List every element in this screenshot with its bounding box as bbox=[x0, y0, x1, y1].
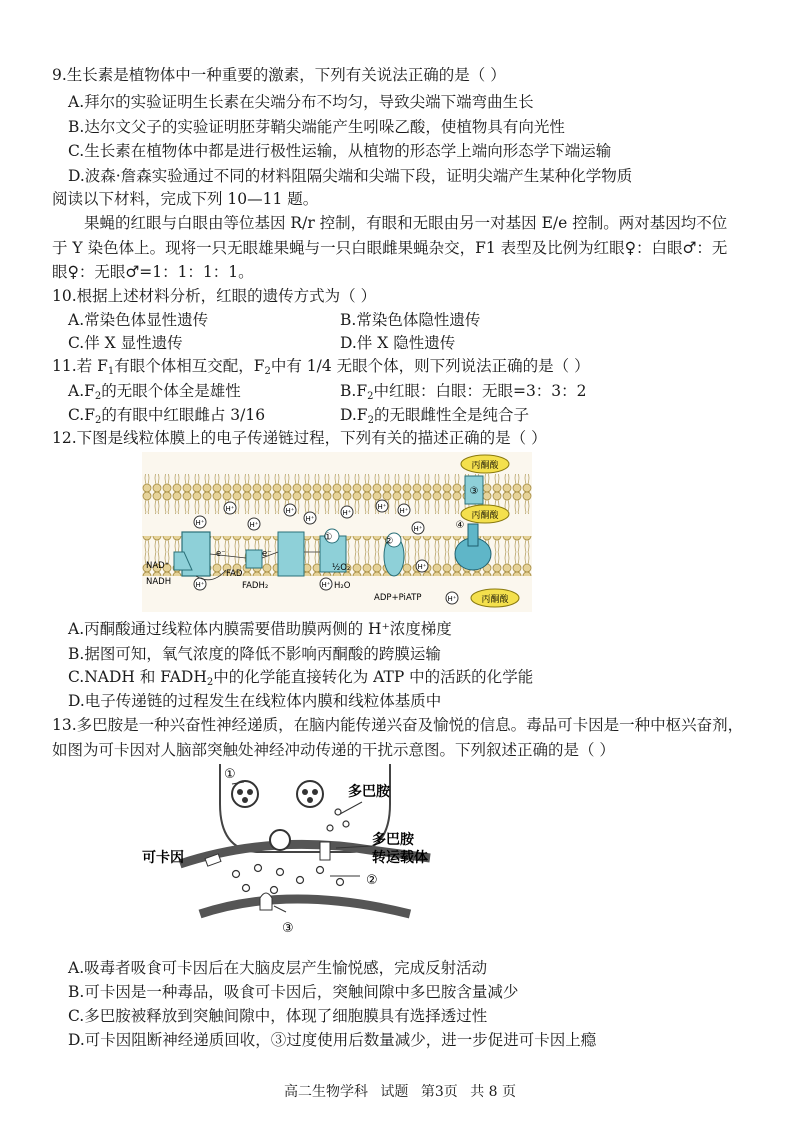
marker-4: ④ bbox=[455, 520, 465, 531]
vesicle-2 bbox=[297, 781, 323, 807]
page-footer bbox=[0, 1081, 800, 1101]
q10-option-d: D.伴 X 隐性遗传 bbox=[340, 334, 456, 352]
q13-option-d: D.可卡因阻断神经递质回收，③过度使用后数量减少，进一步促进可卡因上瘾 bbox=[68, 1031, 597, 1049]
marker-3: ③ bbox=[469, 486, 479, 497]
pyruvate-label-1: 丙酮酸 bbox=[471, 461, 499, 471]
q13-option-b: B.可卡因是一种毒品，吸食可卡因后，突触间隙中多巴胺含量减少 bbox=[68, 983, 519, 1001]
complex-3 bbox=[278, 532, 304, 576]
q13-option-c: C.多巴胺被释放到突触间隙中，体现了细胞膜具有选择透过性 bbox=[68, 1007, 488, 1025]
electron-label-1: e⁻ bbox=[216, 549, 226, 559]
material-line-2: 于 Y 染色体上。现将一只无眼雄果蝇与一只白眼雌果蝇杂交，F1 表型及比例为红眼♀：白眼♂：无 bbox=[52, 239, 728, 257]
material-line-1: 果蝇的红眼与白眼由等位基因 R/r 控制，有眼和无眼由另一对基因 E/e 控制。两对基因均不位 bbox=[84, 214, 728, 232]
q9-option-c: C.生长素在植物体中都是进行极性运输，从植物的形态学上端向形态学下端运输 bbox=[68, 142, 612, 160]
marker-1: ① bbox=[323, 532, 333, 543]
q12-option-b: B.据图可知，氧气浓度的降低不影响丙酮酸的跨膜运输 bbox=[68, 645, 441, 663]
q9-option-d: D.波森·詹森实验通过不同的材料阻隔尖端和尖端下段，证明尖端产生某种化学物质 bbox=[68, 167, 633, 185]
marker-1: ① bbox=[224, 767, 236, 782]
q13-option-a: A.吸毒者吸食可卡因后在大脑皮层产生愉悦感，完成反射活动 bbox=[68, 959, 488, 977]
svg-text:H⁺: H⁺ bbox=[342, 509, 352, 517]
h2o-label: H₂O bbox=[334, 581, 351, 591]
footer-type: 试题 bbox=[380, 1084, 409, 1100]
vesicle-1 bbox=[232, 781, 258, 807]
marker-2: ② bbox=[366, 873, 378, 888]
pyruvate-label-3: 丙酮酸 bbox=[481, 595, 509, 605]
nad-label: NAD⁺ bbox=[146, 561, 170, 571]
q13-stem-line-2: 如图为可卡因对人脑部突触处神经冲动传递的干扰示意图。下列叙述正确的是（ ） bbox=[52, 741, 615, 759]
fad-label: FAD bbox=[226, 569, 243, 579]
presynaptic-terminal bbox=[220, 764, 390, 852]
footer-total: 共 8 页 bbox=[470, 1084, 517, 1100]
electron-label-2: e⁻ bbox=[262, 549, 272, 559]
svg-text:H⁺: H⁺ bbox=[249, 521, 259, 529]
atp-label: ATP bbox=[406, 593, 422, 603]
svg-text:H⁺: H⁺ bbox=[195, 581, 205, 589]
q10-option-a: A.常染色体显性遗传 bbox=[68, 311, 209, 329]
vesicle-fusing bbox=[270, 830, 290, 850]
transporter-label-1: 多巴胺 bbox=[372, 832, 414, 848]
q9-option-a: A.拜尔的实验证明生长素在尖端分布不均匀，导致尖端下端弯曲生长 bbox=[68, 93, 534, 111]
q12-option-a: A.丙酮酸通过线粒体内膜需要借助膜两侧的 H⁺浓度梯度 bbox=[68, 620, 452, 638]
q9-option-b: B.达尔文父子的实验证明胚芽鞘尖端能产生吲哚乙酸，使植物具有向光性 bbox=[68, 118, 565, 136]
marker-3: ③ bbox=[282, 921, 294, 936]
receptor bbox=[260, 893, 272, 910]
dopamine-label: 多巴胺 bbox=[348, 784, 390, 800]
q11-option-a: $A.F_2$的无眼个体全是雄性 bbox=[68, 382, 241, 402]
postsynaptic-membrane bbox=[200, 899, 410, 914]
q13-stem-line-1: 13.多巴胺是一种兴奋性神经递质，在脑内能传递兴奋及愉悦的信息。毒品可卡因是一种中枢兴奋剂， bbox=[52, 716, 744, 734]
q11-option-c: $C.F_2$的有眼中红眼雌占 3/16 bbox=[68, 406, 266, 426]
svg-text:H⁺: H⁺ bbox=[285, 507, 295, 515]
svg-text:H⁺: H⁺ bbox=[413, 525, 423, 533]
q10-option-c: C.伴 X 显性遗传 bbox=[68, 334, 183, 352]
q11-option-d: $D.F_2$的无眼雌性全是纯合子 bbox=[340, 406, 529, 426]
svg-text:H⁺: H⁺ bbox=[321, 581, 331, 589]
q10-stem: 10.根据上述材料分析，红眼的遗传方式为（ ） bbox=[52, 287, 377, 305]
footer-subject: 高二生物学科 bbox=[283, 1084, 368, 1100]
q11-stem: 11.若 $F_1$有眼个体相互交配，$F_2$中有 1/4 无眼个体，则下列说法正确的是（ ） bbox=[52, 357, 590, 377]
transporter-label-2: 转运载体 bbox=[372, 850, 428, 866]
cocaine-label: 可卡因 bbox=[142, 850, 184, 866]
svg-text:H⁺: H⁺ bbox=[399, 507, 409, 515]
q9-stem: 9.生长素是植物体中一种重要的激素，下列有关说法正确的是（ ） bbox=[52, 66, 506, 84]
complex-2 bbox=[246, 550, 262, 568]
nadh-label: NADH bbox=[146, 577, 172, 587]
material-intro: 阅读以下材料，完成下列 10—11 题。 bbox=[52, 190, 319, 208]
svg-text:H⁺: H⁺ bbox=[195, 519, 205, 527]
dopamine-transporter bbox=[320, 842, 330, 860]
footer-page: 第3页 bbox=[420, 1084, 458, 1100]
svg-text:H⁺: H⁺ bbox=[417, 563, 427, 571]
svg-text:H⁺: H⁺ bbox=[447, 595, 457, 603]
q12-stem: 12.下图是线粒体膜上的电子传递链过程，下列有关的描述正确的是（ ） bbox=[52, 429, 547, 447]
o2-label: ½O₂ bbox=[332, 563, 351, 573]
svg-text:H⁺: H⁺ bbox=[305, 515, 315, 523]
q10-option-b: B.常染色体隐性遗传 bbox=[340, 311, 481, 329]
svg-text:H⁺: H⁺ bbox=[377, 503, 387, 511]
adp-label: ADP+Pi bbox=[374, 593, 406, 603]
svg-text:H⁺: H⁺ bbox=[225, 505, 235, 513]
pyruvate-label-2: 丙酮酸 bbox=[471, 511, 499, 521]
synapse-figure bbox=[140, 764, 460, 940]
marker-2: ② bbox=[384, 536, 394, 547]
electron-transport-chain-figure bbox=[142, 452, 532, 612]
q12-option-d: D.电子传递链的过程发生在线粒体内膜和线粒体基质中 bbox=[68, 692, 442, 710]
material-line-3: 眼♀：无眼♂=1：1：1：1。 bbox=[52, 263, 254, 281]
fadh2-label: FADH₂ bbox=[242, 581, 269, 591]
q11-option-b: $B.F_2$中红眼：白眼：无眼=3：3：2 bbox=[340, 382, 587, 402]
q12-option-c: C.NADH 和 $FADH_2$中的化学能直接转化为 ATP 中的活跃的化学能 bbox=[68, 668, 534, 688]
